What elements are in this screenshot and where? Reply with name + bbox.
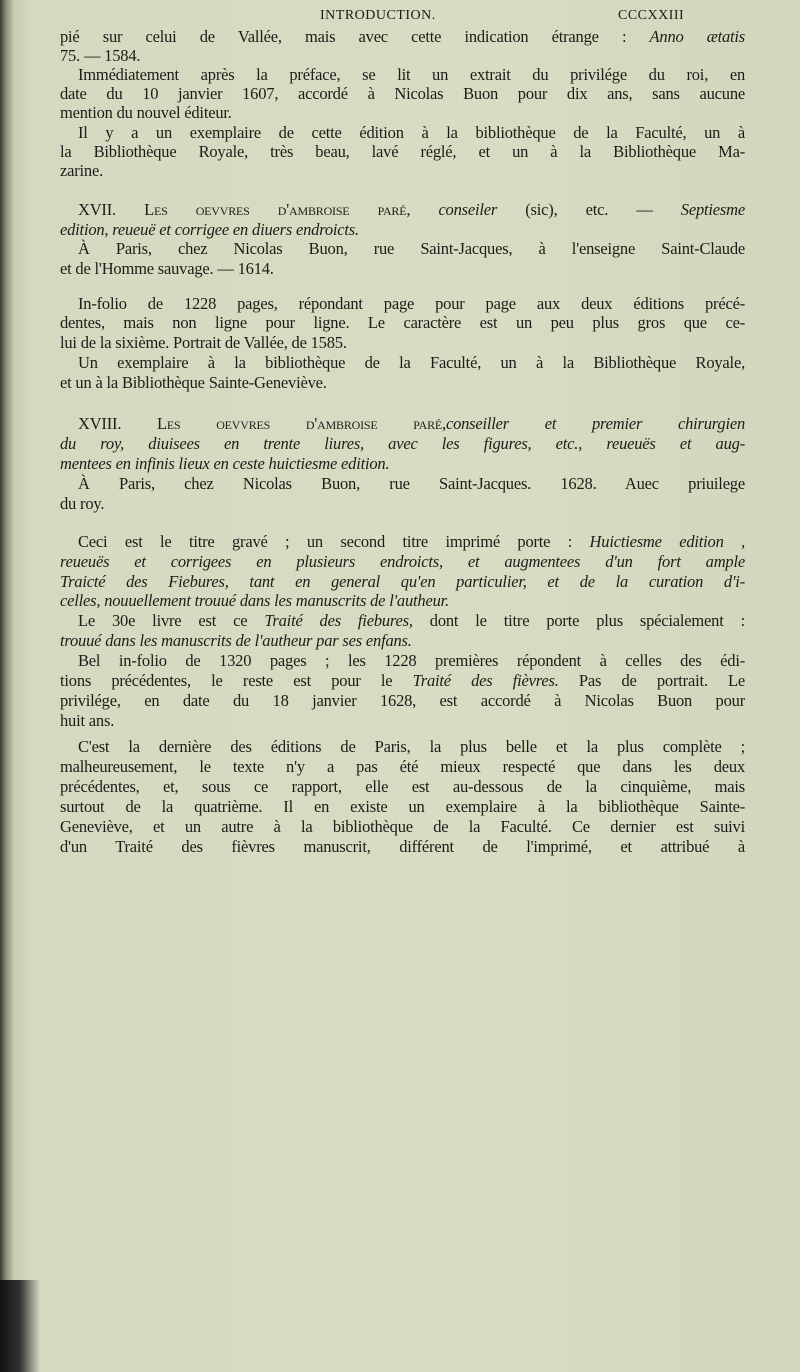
running-header: INTRODUCTION. <box>320 8 436 23</box>
text-segment: Immédiatement après la préface, se lit un extrait du privilége du roi, en <box>78 65 745 84</box>
text-line <box>78 737 745 756</box>
text-line <box>60 161 745 180</box>
text-line <box>60 711 745 730</box>
text-segment: , <box>442 414 446 433</box>
text-line <box>78 414 745 433</box>
text-segment: Traité des fiebures, <box>264 611 413 630</box>
text-line <box>60 691 745 710</box>
text-segment: mentees en infinis lieux en ceste huictiesme edition. <box>60 454 390 473</box>
text-segment: tions précédentes, le reste est pour le <box>60 671 413 690</box>
text-segment: et de l'Homme sauvage. — 1614. <box>60 259 274 278</box>
text-segment: Traité des fièvres. <box>412 671 559 690</box>
text-segment: privilége, en date du 18 janvier 1628, est accordé à Nicolas Buon pour <box>60 691 745 710</box>
text-line <box>60 817 745 836</box>
text-segment: du roy. <box>60 494 105 513</box>
text-segment: Un exemplaire à la bibliothèque de la Faculté, un à la Bibliothèque Royale, <box>78 353 745 372</box>
text-line <box>60 797 745 816</box>
text-segment: pié sur celui de Vallée, mais avec cette indication étrange : <box>60 27 650 46</box>
text-segment: , <box>406 200 439 219</box>
text-line <box>78 239 745 258</box>
text-segment: et un à la Bibliothèque Sainte-Geneviève. <box>60 373 327 392</box>
text-segment: Huictiesme edition , <box>589 532 745 551</box>
text-line <box>78 123 745 142</box>
binding-shadow <box>0 1280 40 1372</box>
text-line <box>60 552 745 571</box>
text-segment: celles, nouuellement trouué dans les manuscrits de l'autheur. <box>60 591 449 610</box>
text-segment: In-folio de 1228 pages, répondant page pour page aux deux éditions précé- <box>78 294 745 313</box>
text-line <box>60 777 745 796</box>
text-segment: (sic), etc. — <box>497 200 681 219</box>
text-segment: Pas de portrait. Le <box>558 671 745 690</box>
text-line <box>60 259 745 278</box>
text-segment: Traicté des Fiebures, tant en general qu'en particulier, et de la curation d'i- <box>60 572 745 591</box>
text-segment: edition, reueuë et corrigee en diuers endroicts. <box>60 220 359 239</box>
text-line <box>78 65 745 84</box>
text-segment: mention du nouvel éditeur. <box>60 103 232 122</box>
text-line <box>78 474 745 493</box>
text-segment: du roy, diuisees en trente liures, avec les figures, etc., reueuës et aug- <box>60 434 745 453</box>
text-line <box>78 532 745 551</box>
text-segment: reueuës et corrigees en plusieurs endroicts, et augmentees d'un fort ample <box>60 552 745 571</box>
text-line <box>60 591 745 610</box>
text-segment: À Paris, chez Nicolas Buon, rue Saint-Jacques, à l'enseigne Saint-Claude <box>78 239 745 258</box>
text-line <box>78 294 745 313</box>
text-line <box>60 142 745 161</box>
text-line <box>60 27 745 46</box>
text-line <box>78 200 745 219</box>
text-line <box>60 434 745 453</box>
text-segment: Bel in-folio de 1320 pages ; les 1228 premières répondent à celles des édi- <box>78 651 745 670</box>
text-line <box>78 353 745 372</box>
text-line <box>60 373 745 392</box>
text-segment: 75. — 1584. <box>60 46 141 65</box>
text-segment: Geneviève, et un autre à la bibliothèque de la Faculté. Ce dernier est suivi <box>60 817 745 836</box>
text-line <box>60 220 745 239</box>
text-segment: la Bibliothèque Royale, très beau, lavé réglé, et un à la Bibliothèque Ma- <box>60 142 745 161</box>
text-line <box>60 84 745 103</box>
text-segment: surtout de la quatrième. Il en existe un exemplaire à la bibliothèque Sainte- <box>60 797 745 816</box>
text-segment: date du 10 janvier 1607, accordé à Nicolas Buon pour dix ans, sans aucune <box>60 84 745 103</box>
text-segment: dentes, mais non ligne pour ligne. Le caractère est un peu plus gros que ce- <box>60 313 745 332</box>
text-segment: À Paris, chez Nicolas Buon, rue Saint-Jacques. 1628. Auec priuilege <box>78 474 745 493</box>
text-segment: Il y a un exemplaire de cette édition à la bibliothèque de la Faculté, un à <box>78 123 745 142</box>
text-segment: malheureusement, le texte n'y a pas été mieux respecté que dans les deux <box>60 757 745 776</box>
text-line <box>60 103 745 122</box>
text-segment: d'un Traité des fièvres manuscrit, différent de l'imprimé, et attribué à <box>60 837 745 856</box>
text-segment: huit ans. <box>60 711 115 730</box>
text-segment: précédentes, et, sous ce rapport, elle est au-dessous de la cinquième, mais <box>60 777 745 796</box>
text-line <box>60 671 745 690</box>
text-segment: Le 30e livre est ce <box>78 611 265 630</box>
text-segment: C'est la dernière des éditions de Paris, la plus belle et la plus complète ; <box>78 737 745 756</box>
text-line <box>78 611 745 630</box>
text-line <box>60 757 745 776</box>
text-line <box>60 837 745 856</box>
text-segment: lui de la sixième. Portrait de Vallée, de 1585. <box>60 333 347 352</box>
text-line <box>60 572 745 591</box>
text-segment: conseiller et premier chirurgien <box>445 414 745 433</box>
text-line <box>60 454 745 473</box>
text-line <box>78 651 745 670</box>
page-number: CCCXXIII <box>618 8 685 23</box>
text-line <box>60 631 745 650</box>
text-line <box>60 46 745 65</box>
text-segment: zarine. <box>60 161 104 180</box>
text-segment: XVII. Les oevvres d'ambroise paré <box>78 200 407 219</box>
text-line <box>60 333 745 352</box>
text-segment: Septiesme <box>680 200 745 219</box>
text-line <box>60 494 745 513</box>
text-segment: conseiler <box>438 200 498 219</box>
text-line <box>60 313 745 332</box>
text-segment: Ceci est le titre gravé ; un second titre imprimé porte : <box>78 532 590 551</box>
text-segment: trouué dans les manuscrits de l'autheur par ses enfans. <box>60 631 412 650</box>
text-segment: XVIII. Les oevvres d'ambroise paré <box>78 414 443 433</box>
text-segment: dont le titre porte plus spécialement : <box>412 611 745 630</box>
text-segment: Anno ætatis <box>649 27 745 46</box>
